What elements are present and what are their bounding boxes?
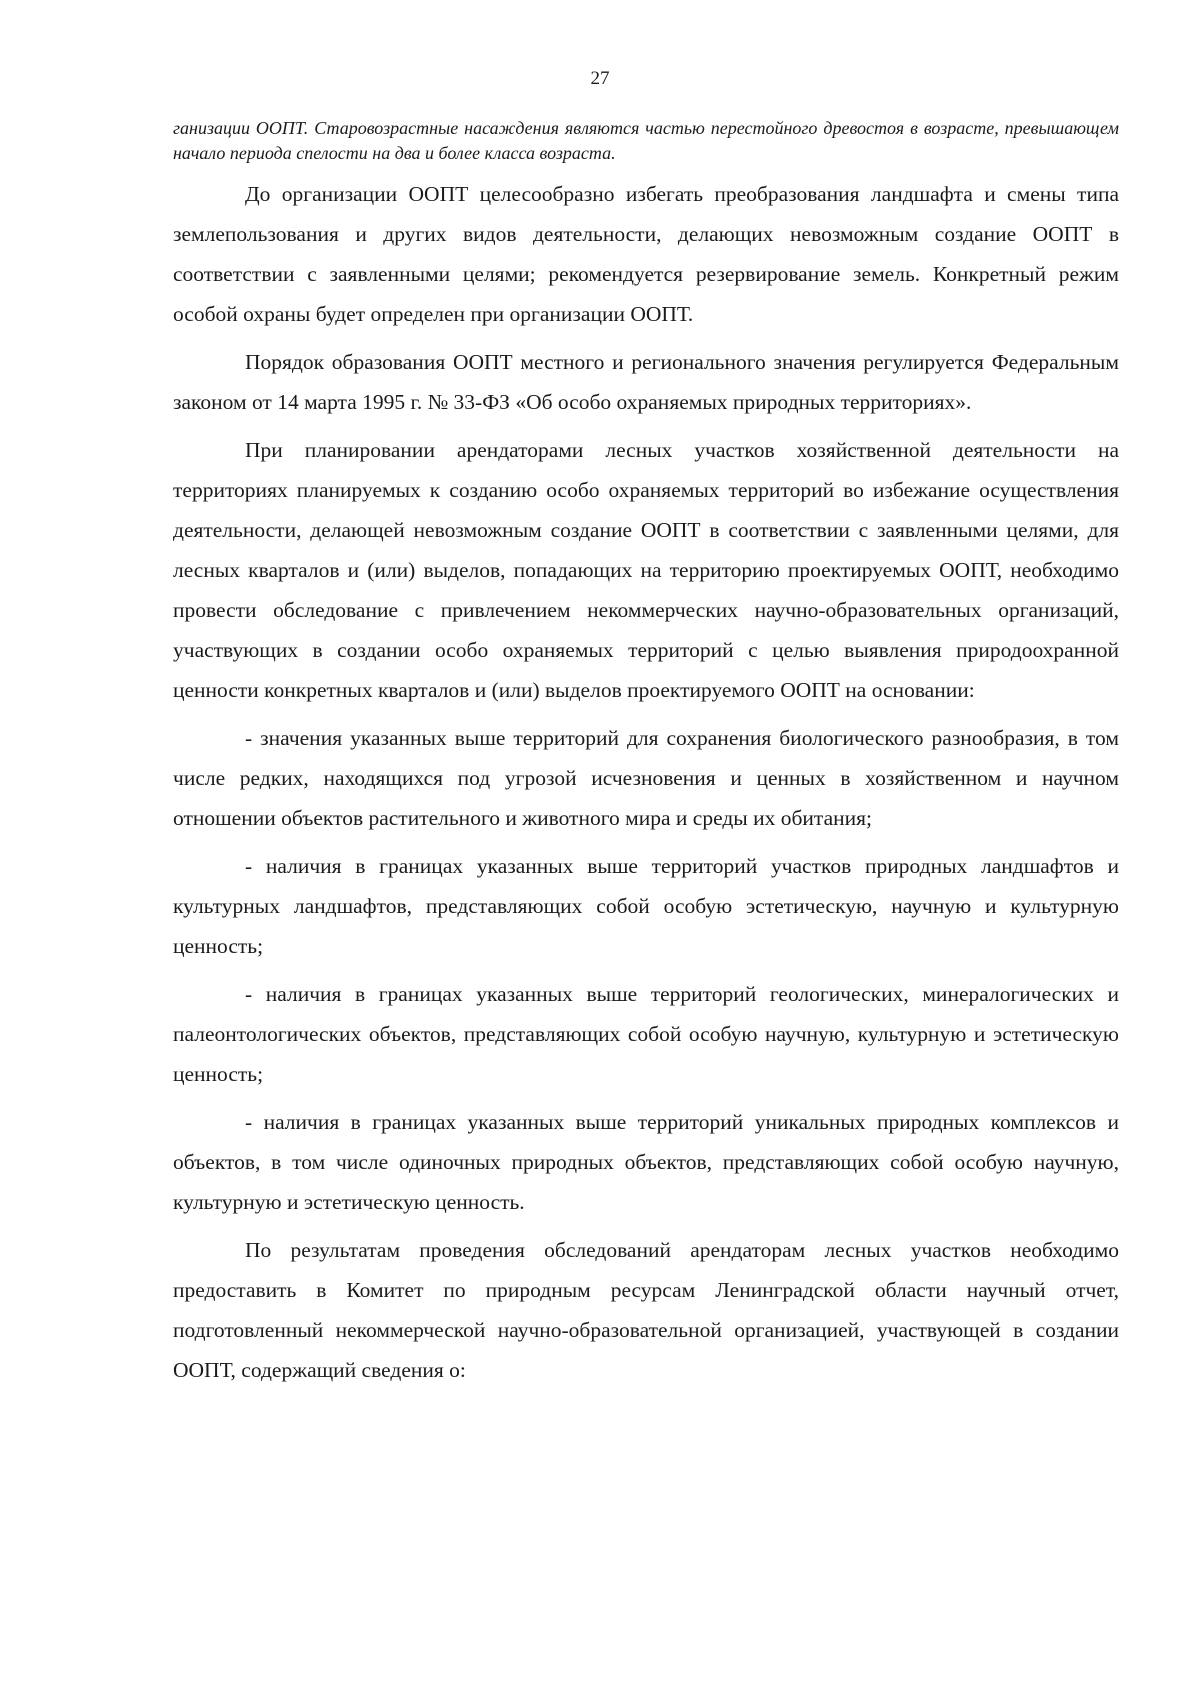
italic-note: ганизации ООПТ. Старовозрастные насаждения являются частью перестойного древостоя в возрасте, превышающем начало периода спелости на два и более класса возраста.: [173, 118, 1119, 163]
paragraph-oopt-organization: До организации ООПТ целесообразно избегать преобразования ландшафта и смены типа землепользования и других видов деятельности, делающих невозможным создание ООПТ в соответствии с заявленными целями; рекомендуется резервирование земель. Конкретный режим особой охраны будет определен при организации ООПТ.: [173, 182, 1119, 326]
list-item-unique-complexes: - наличия в границах указанных выше территорий уникальных природных комплексов и объектов, в том числе одиночных природных объектов, представляющих собой особую научную, культурную и эстетическую ценность.: [173, 1110, 1119, 1214]
page-number: 27: [590, 68, 610, 89]
paragraph-forest-lease-planning: При планировании арендаторами лесных участков хозяйственной деятельности на территориях планируемых к созданию особо охраняемых территорий во избежание осуществления деятельности, делающей невозможным создание ООПТ в соответствии с заявленными целями, для лесных кварталов и (или) выделов, попадающих на территорию проектируемых ООПТ, необходимо провести обследование с привлечением некоммерческих научно-образовательных организаций, участвующих в создании особо охраняемых территорий с целью выявления природоохранной ценности конкретных кварталов и (или) выделов проектируемого ООПТ на основании:: [173, 438, 1119, 702]
paragraph-survey-results: По результатам проведения обследований арендаторам лесных участков необходимо предоставить в Комитет по природным ресурсам Ленинградской области научный отчет, подготовленный некоммерческой научно-образовательной организацией, участвующей в создании ООПТ, содержащий сведения о:: [173, 1238, 1119, 1382]
list-item-landscapes: - наличия в границах указанных выше территорий участков природных ландшафтов и культурных ландшафтов, представляющих собой особую эстетическую, научную и культурную ценность;: [173, 854, 1119, 958]
paragraph-formation-procedure: Порядок образования ООПТ местного и регионального значения регулируется Федеральным законом от 14 марта 1995 г. № 33-ФЗ «Об особо охраняемых природных территориях».: [173, 350, 1119, 414]
list-item-biodiversity: - значения указанных выше территорий для сохранения биологического разнообразия, в том числе редких, находящихся под угрозой исчезновения и ценных в хозяйственном и научном отношении объектов растительного и животного мира и среды их обитания;: [173, 726, 1119, 830]
list-item-geological-objects: - наличия в границах указанных выше территорий геологических, минералогических и палеонтологических объектов, представляющих собой особую научную, культурную и эстетическую ценность;: [173, 982, 1119, 1086]
document-body: [173, 116, 1119, 1398]
